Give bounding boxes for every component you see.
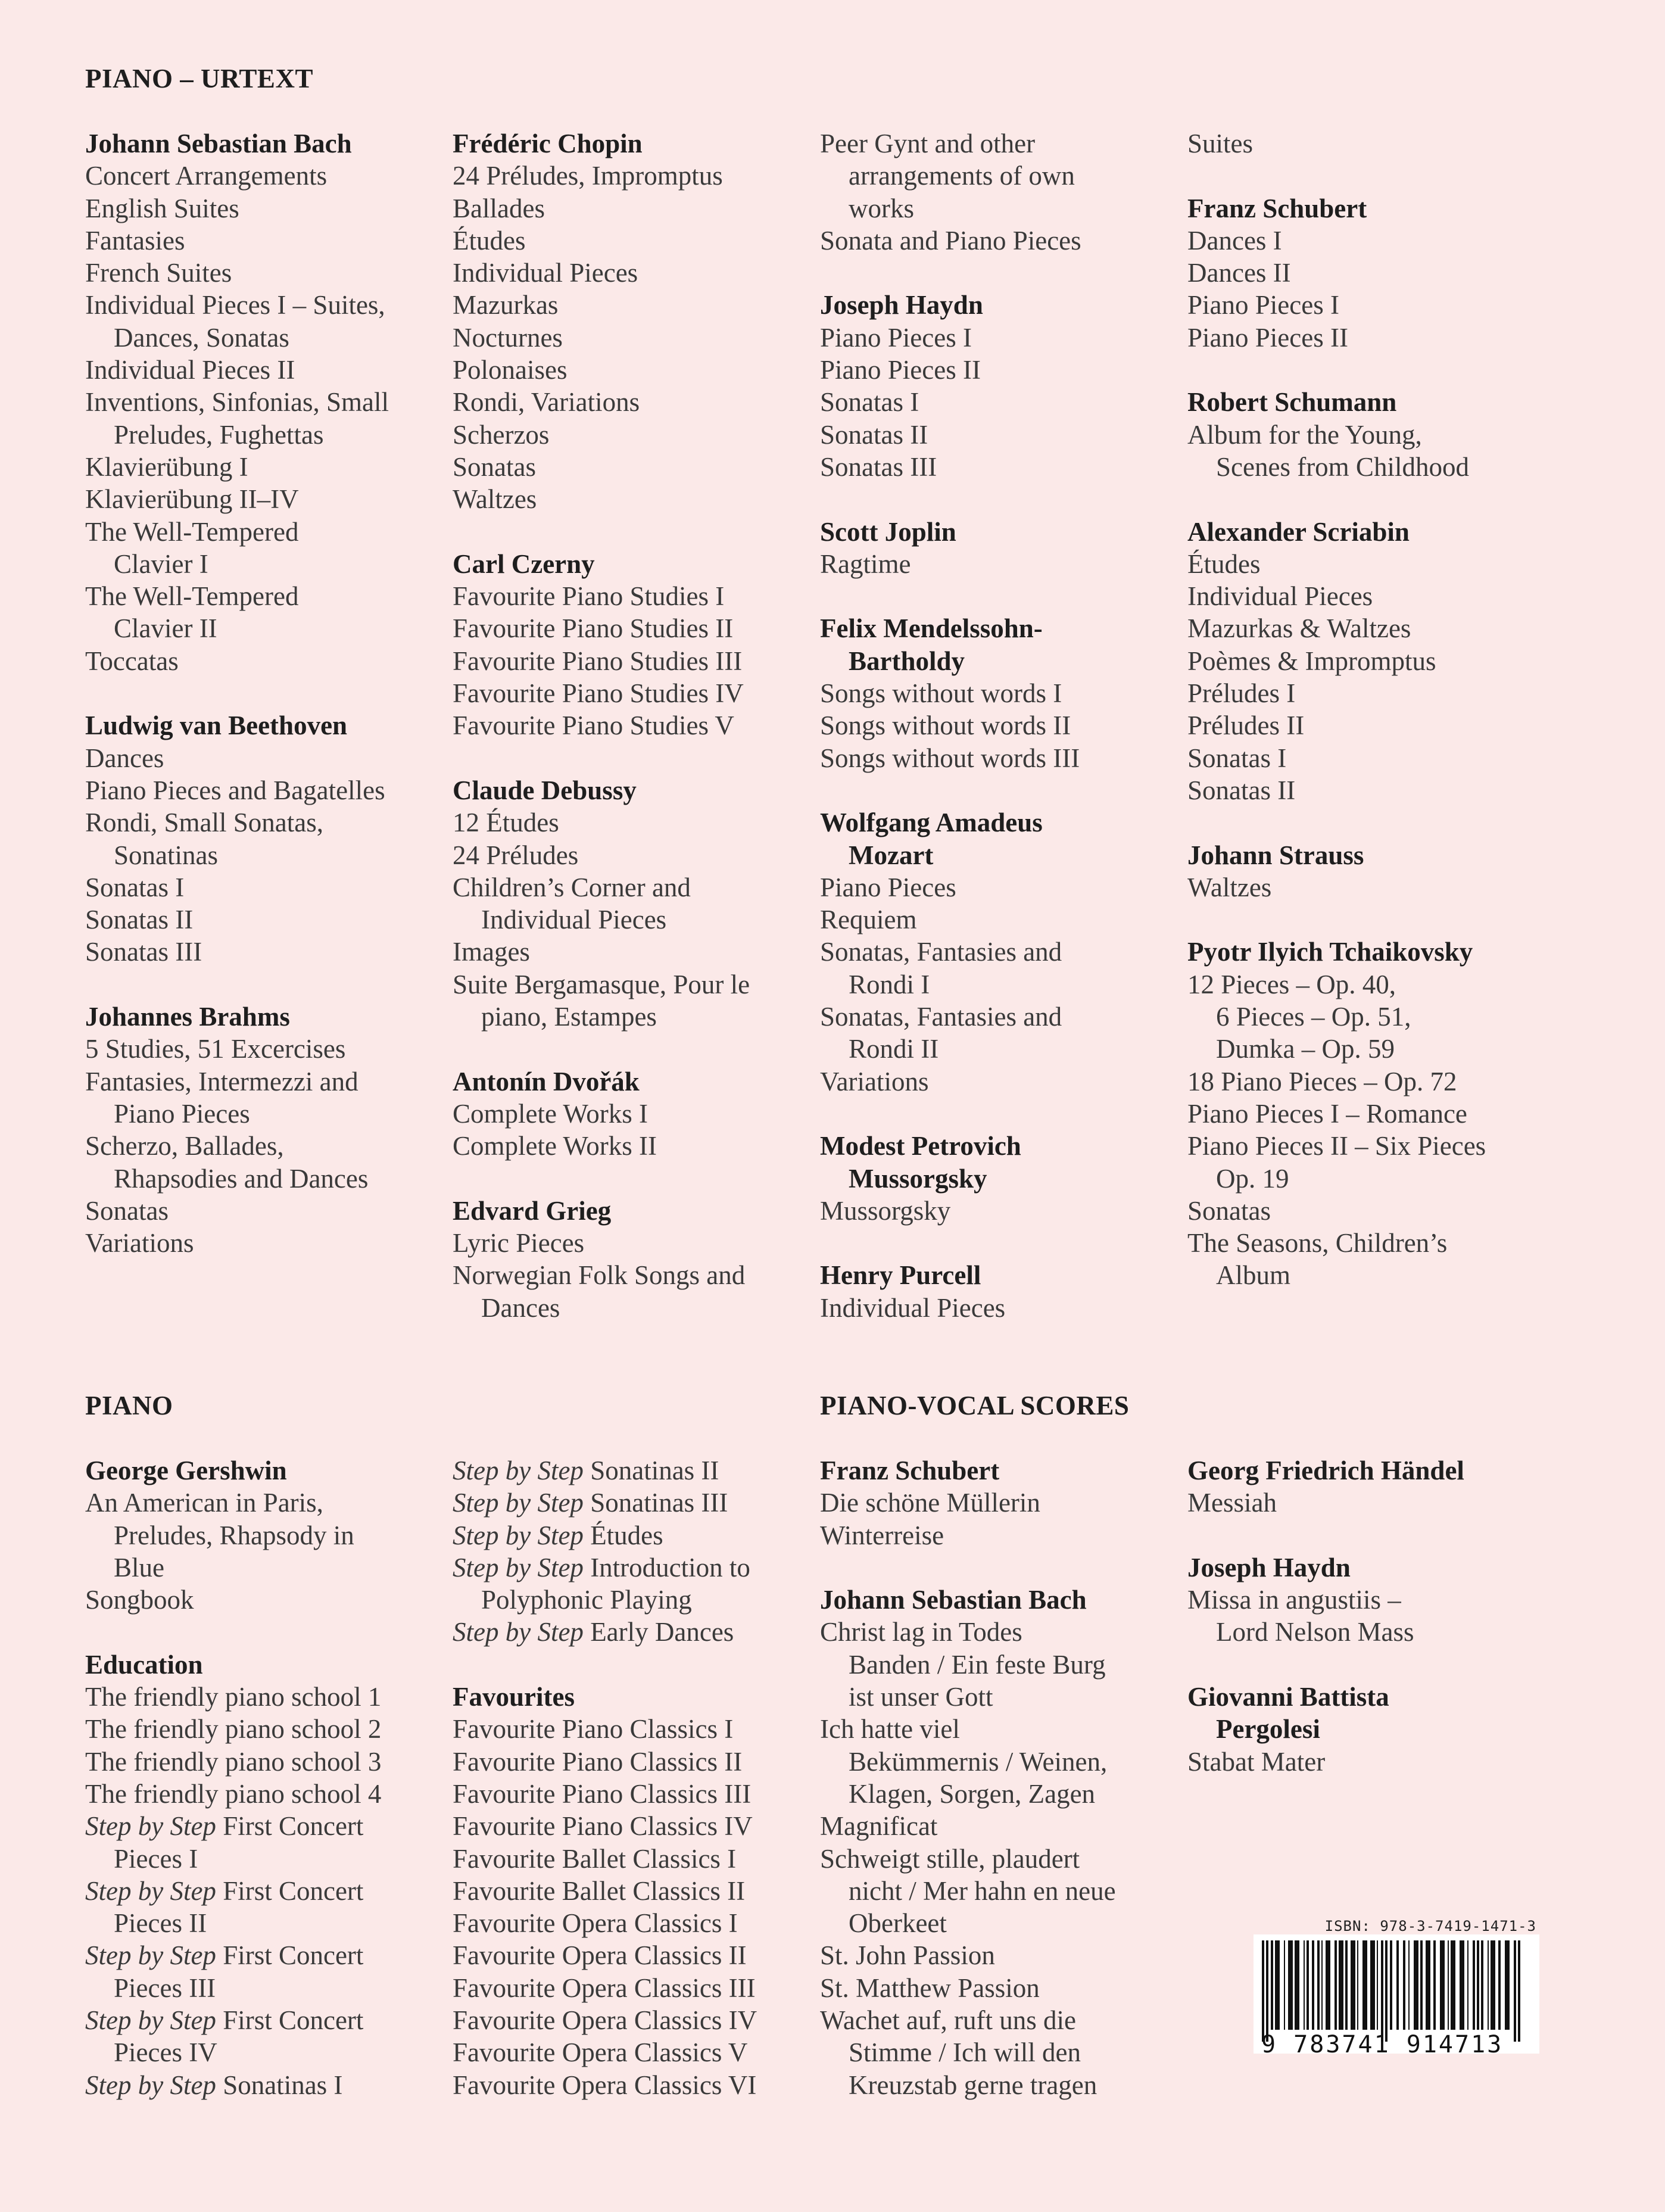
barcode-bar (1403, 1940, 1405, 2030)
catalogue-entry: Complete Works II (453, 1131, 657, 1161)
barcode-bar (1467, 1940, 1468, 2030)
composer-name: Modest Petrovich Mussorgsky (820, 1131, 1021, 1194)
catalogue-group (453, 1195, 810, 1324)
catalogue-entry: Favourite Ballet Classics I (453, 1843, 737, 1874)
barcode-bar (1498, 1940, 1501, 2030)
catalogue-group (1187, 516, 1545, 807)
barcode-bar (1377, 1940, 1378, 2030)
composer-name: Joseph Haydn (820, 290, 983, 320)
composer-name: Ludwig van Beethoven (85, 711, 348, 741)
catalogue-entry: Dances I (1187, 225, 1282, 256)
catalogue-entry: Fantasies, Intermezzi and Piano Pieces (85, 1066, 358, 1129)
catalogue-entry: Individual Pieces II (85, 355, 295, 385)
composer-name: Edvard Grieg (453, 1195, 612, 1226)
barcode-bar (1505, 1940, 1510, 2030)
catalogue-entry: Dances II (1187, 258, 1291, 288)
catalogue-entry: Complete Works I (453, 1098, 648, 1129)
catalogue-group (453, 548, 810, 742)
catalogue-entry: Messiah (1187, 1488, 1277, 1518)
catalogue-group (453, 774, 810, 1033)
barcode-bar (1390, 1940, 1392, 2030)
catalogue-entry: Norwegian Folk Songs and Dances (453, 1260, 746, 1323)
catalogue-entry: English Suites (85, 193, 239, 223)
composer-name: Favourites (453, 1682, 575, 1712)
catalogue-entry: Step by Step First Concert Pieces IV (85, 2005, 364, 2068)
catalogue-group (1187, 1454, 1545, 1519)
catalogue-entry: Songbook (85, 1585, 194, 1615)
composer-name: Frédéric Chopin (453, 129, 643, 158)
catalogue-entry: Favourite Opera Classics VI (453, 2070, 757, 2100)
composer-name: Giovanni Battista Pergolesi (1187, 1682, 1389, 1744)
catalogue-entry: Études (1187, 549, 1261, 579)
catalogue-group (820, 806, 1177, 1098)
barcode-bar (1266, 1940, 1268, 2042)
catalogue-entry: The Well-Tempered Clavier II (85, 581, 299, 644)
catalogue-entry: Scherzo, Ballades, Rhapsodies and Dances (85, 1131, 369, 1194)
barcode-bar (1312, 1940, 1314, 2030)
composer-name: Joseph Haydn (1187, 1552, 1351, 1582)
composer-name: Johann Sebastian Bach (85, 129, 352, 158)
catalogue-entry: 12 Études (453, 808, 559, 838)
barcode-bar (1262, 1940, 1264, 2042)
catalogue-entry: Ballades (453, 193, 545, 223)
catalogue-entry: Favourite Piano Studies III (453, 646, 743, 676)
catalogue-entry: Sonatas I (820, 387, 919, 418)
barcode-bar (1288, 1940, 1293, 2030)
composer-name: Education (85, 1649, 203, 1680)
barcode-bar (1284, 1940, 1285, 2030)
catalogue-group (1187, 192, 1545, 354)
catalogue-entry: Piano Pieces II – Six Pieces Op. 19 (1187, 1131, 1486, 1194)
barcode-bar (1321, 1940, 1323, 2030)
isbn-label: ISBN: 978-3-7419-1471-3 (1324, 1918, 1536, 1934)
catalogue-entry: Sonatas III (820, 451, 937, 482)
catalogue-entry: 24 Préludes, Impromptus (453, 161, 723, 191)
catalogue-entry: Ich hatte viel Bekümmernis / Weinen, Klagen, Sorgen, Zagen (820, 1714, 1108, 1809)
catalogue-entry: French Suites (85, 258, 232, 288)
catalogue-entry: Scherzos (453, 419, 550, 450)
catalogue-group (85, 127, 442, 677)
catalogue-entry: Christ lag in Todes Banden / Ein feste Burg ist unser Gott (820, 1617, 1106, 1712)
composer-name: Pyotr Ilyich Tchaikovsky (1187, 937, 1473, 967)
catalogue-entry: Step by Step Introduction to Polyphonic Playing (453, 1552, 750, 1615)
catalogue-entry: Favourite Piano Classics III (453, 1778, 752, 1809)
barcode-bar (1440, 1940, 1445, 2030)
catalogue-entry: Individual Pieces I – Suites, Dances, Sonatas (85, 290, 385, 353)
catalogue-entry: Sonatas, Fantasies and Rondi II (820, 1002, 1062, 1064)
catalogue-entry: Wachet auf, ruft uns die Stimme / Ich will den Kreuzstab gerne tragen (820, 2005, 1097, 2100)
catalogue-entry: Favourite Ballet Classics II (453, 1875, 746, 1906)
composer-name: Georg Friedrich Händel (1187, 1456, 1464, 1485)
catalogue-entry: St. Matthew Passion (820, 1973, 1040, 2003)
barcode-bar (1481, 1940, 1483, 2030)
barcode-bar (1385, 1940, 1388, 2042)
catalogue-group (85, 1001, 442, 1259)
urtext-column-2 (453, 127, 810, 1324)
catalogue-entry: Variations (820, 1066, 929, 1096)
barcode-bar (1414, 1940, 1418, 2030)
catalogue-entry: The Well-Tempered Clavier I (85, 516, 299, 579)
catalogue-entry: Missa in angustiis – Lord Nelson Mass (1187, 1585, 1414, 1647)
barcode-bar (1307, 1940, 1309, 2030)
catalogue-entry: St. John Passion (820, 1940, 995, 1971)
catalogue-entry: Mazurkas (453, 290, 559, 320)
catalogue-group (820, 1259, 1177, 1324)
catalogue-entry: Die schöne Müllerin (820, 1488, 1040, 1518)
catalogue-entry: Favourite Piano Studies II (453, 613, 734, 644)
catalogue-entry: Step by Step Sonatinas II (453, 1456, 719, 1485)
catalogue-entry: Sonatas, Fantasies and Rondi I (820, 937, 1062, 999)
catalogue-entry: Piano Pieces I (1187, 290, 1339, 320)
composer-name: Henry Purcell (820, 1260, 981, 1291)
catalogue-entry: Sonatas I (1187, 743, 1287, 773)
catalogue-entry: Études (453, 225, 526, 256)
composer-name: Johann Sebastian Bach (820, 1585, 1087, 1615)
barcode-digits: 9 783741 914713 (1261, 2031, 1504, 2058)
catalogue-entry: Sonatas II (820, 419, 928, 450)
barcode-bar (1357, 1940, 1358, 2030)
barcode-bar (1351, 1940, 1355, 2030)
composer-name: Scott Joplin (820, 516, 956, 547)
catalogue-entry: Album for the Young, Scenes from Childhood (1187, 419, 1469, 482)
composer-name: Johann Strauss (1187, 840, 1364, 870)
barcode-bar (1473, 1940, 1475, 2030)
catalogue-entry: Mussorgsky (820, 1195, 951, 1226)
composer-name: Claude Debussy (453, 775, 637, 805)
catalogue-entry: Step by Step Études (453, 1520, 663, 1550)
catalogue-entry: 24 Préludes (453, 840, 579, 870)
barcode-bar (1448, 1940, 1449, 2030)
catalogue-entry: Waltzes (1187, 872, 1272, 902)
barcode-bar (1426, 1940, 1430, 2030)
catalogue-group (1187, 839, 1545, 904)
barcode-bar (1345, 1940, 1348, 2030)
catalogue-entry: Individual Pieces (453, 258, 638, 288)
catalogue-entry: Favourite Piano Classics I (453, 1714, 734, 1744)
catalogue-entry: The friendly piano school 3 (85, 1746, 382, 1777)
catalogue-group (85, 1649, 442, 2101)
catalogue-entry: Step by Step Early Dances (453, 1617, 734, 1647)
catalogue-entry: 5 Studies, 51 Excercises (85, 1034, 346, 1064)
catalogue-entry: Sonata and Piano Pieces (820, 225, 1081, 256)
catalogue-entry: Sonatas I (85, 872, 185, 902)
barcode-bar (1433, 1940, 1436, 2030)
catalogue-group (1187, 127, 1545, 160)
section-title-piano: PIANO (85, 1391, 173, 1420)
catalogue-entry: Step by Step First Concert Pieces II (85, 1875, 364, 1939)
catalogue-entry: Sonatas II (85, 905, 194, 935)
composer-name: Robert Schumann (1187, 387, 1397, 418)
catalogue-entry: Piano Pieces (820, 872, 956, 902)
catalogue-entry: 12 Pieces – Op. 40, 6 Pieces – Op. 51, Dumka – Op. 59 (1187, 969, 1411, 1064)
catalogue-entry: Rondi, Variations (453, 387, 640, 418)
piano-column-1 (85, 1454, 442, 2101)
catalogue-entry: Sonatas II (1187, 775, 1296, 805)
catalogue-entry: Individual Pieces (1187, 581, 1373, 612)
composer-name: George Gershwin (85, 1456, 287, 1485)
catalogue-entry: Step by Step Sonatinas I (85, 2070, 343, 2100)
catalogue-entry: Suite Bergamasque, Pour le piano, Estampes (453, 969, 750, 1032)
barcode-bar (1488, 1940, 1489, 2030)
catalogue-entry: Songs without words II (820, 711, 1071, 741)
catalogue-entry: Favourite Piano Classics II (453, 1746, 743, 1777)
catalogue-entry: Toccatas (85, 646, 179, 676)
barcode-bar (1420, 1940, 1423, 2030)
catalogue-entry: Poèmes & Impromptus (1187, 646, 1436, 676)
catalogue-entry: Favourite Piano Studies V (453, 711, 734, 741)
urtext-column-4 (1187, 127, 1545, 1292)
barcode-bar (1304, 1940, 1305, 2030)
barcode-bar (1408, 1940, 1410, 2030)
catalogue-group (1187, 386, 1545, 483)
catalogue-entry: Children’s Corner and Individual Pieces (453, 872, 691, 935)
catalogue-entry: Step by Step First Concert Pieces III (85, 1940, 364, 2003)
catalogue-entry: Magnificat (820, 1811, 938, 1842)
catalogue-entry: Lyric Pieces (453, 1228, 585, 1258)
catalogue-entry: Concert Arrangements (85, 161, 328, 191)
composer-name: Felix Mendelssohn- Bartholdy (820, 613, 1043, 676)
barcode-bar (1295, 1940, 1299, 2030)
catalogue-entry: Piano Pieces II (820, 355, 981, 385)
barcode-bar (1518, 1940, 1520, 2042)
composer-name: Franz Schubert (820, 1456, 1000, 1485)
catalogue-group (820, 516, 1177, 581)
catalogue-entry: The Seasons, Children’s Album (1187, 1228, 1448, 1291)
catalogue-entry: Winterreise (820, 1520, 944, 1550)
catalogue-group (820, 289, 1177, 483)
composer-name: Wolfgang Amadeus Mozart (820, 808, 1043, 870)
barcode-bar (1381, 1940, 1383, 2042)
catalogue-group (820, 1130, 1177, 1227)
catalogue-entry: The friendly piano school 2 (85, 1714, 382, 1744)
catalogue-entry: The friendly piano school 4 (85, 1778, 382, 1809)
catalogue-entry: Songs without words III (820, 743, 1080, 773)
catalogue-entry: Préludes II (1187, 711, 1305, 741)
catalogue-entry: Images (453, 937, 530, 967)
barcode-bar (1362, 1940, 1367, 2030)
catalogue-entry: Favourite Opera Classics IV (453, 2005, 757, 2036)
catalogue-entry: Mazurkas & Waltzes (1187, 613, 1411, 644)
catalogue-entry: Favourite Opera Classics I (453, 1908, 738, 1939)
composer-name: Johannes Brahms (85, 1002, 290, 1032)
catalogue-entry: Songs without words I (820, 678, 1062, 709)
catalogue-entry: Rondi, Small Sonatas, Sonatinas (85, 808, 324, 870)
catalogue-entry: Inventions, Sinfonias, Small Preludes, Fughettas (85, 387, 389, 450)
barcode-bar (1317, 1940, 1320, 2030)
catalogue-entry: 18 Piano Pieces – Op. 72 (1187, 1066, 1457, 1096)
catalogue-group (453, 127, 810, 516)
catalogue-group (453, 1454, 810, 1649)
catalogue-entry: Piano Pieces I (820, 322, 972, 353)
catalogue-entry: Favourite Piano Studies IV (453, 678, 744, 709)
piano-column-2 (453, 1454, 810, 2101)
catalogue-entry: Piano Pieces II (1187, 322, 1348, 353)
catalogue-group (453, 1066, 810, 1163)
catalogue-group (1187, 1681, 1545, 1778)
barcode-bar (1275, 1940, 1280, 2030)
section-title-piano-urtext: PIANO – URTEXT (85, 64, 313, 94)
catalogue-entry: Stabat Mater (1187, 1746, 1326, 1777)
catalogue-entry: Sonatas (1187, 1195, 1271, 1226)
catalogue-entry: Variations (85, 1228, 194, 1258)
catalogue-entry: Polonaises (453, 355, 568, 385)
catalogue-entry: Piano Pieces and Bagatelles (85, 775, 385, 805)
catalogue-entry: Sonatas III (85, 937, 202, 967)
composer-name: Carl Czerny (453, 549, 595, 579)
catalogue-group (85, 1454, 442, 1616)
vocal-column-1 (820, 1454, 1177, 2101)
catalogue-group (1187, 936, 1545, 1291)
urtext-column-3 (820, 127, 1177, 1324)
catalogue-entry: The friendly piano school 1 (85, 1682, 382, 1712)
catalogue-entry: Sonatas (85, 1195, 169, 1226)
catalogue-entry: Step by Step Sonatinas III (453, 1488, 728, 1518)
catalogue-group (820, 127, 1177, 257)
barcode-bar (1370, 1940, 1375, 2030)
catalogue-group (820, 612, 1177, 774)
catalogue-entry: An American in Paris, Preludes, Rhapsody in Blue (85, 1488, 354, 1582)
catalogue-entry: Favourite Opera Classics V (453, 2037, 748, 2068)
barcode-bar (1339, 1940, 1343, 2030)
composer-name: Alexander Scriabin (1187, 516, 1410, 547)
catalogue-entry: Préludes I (1187, 678, 1296, 709)
barcode-bar (1396, 1940, 1399, 2030)
catalogue-group (1187, 1551, 1545, 1649)
barcode-bar (1477, 1940, 1479, 2030)
catalogue-entry: Piano Pieces I – Romance (1187, 1098, 1467, 1129)
vocal-column-2 (1187, 1454, 1545, 1778)
composer-name: Antonín Dvořák (453, 1066, 640, 1096)
catalogue-entry: Klavierübung II–IV (85, 484, 299, 515)
catalogue-group (820, 1454, 1177, 1551)
catalogue-group (453, 1681, 810, 2101)
catalogue-entry: Waltzes (453, 484, 537, 515)
urtext-column-1 (85, 127, 442, 1259)
catalogue-entry: Favourite Piano Studies I (453, 581, 725, 612)
barcode-bar (1491, 1940, 1495, 2030)
barcode-bar (1460, 1940, 1464, 2030)
catalogue-entry: Nocturnes (453, 322, 563, 353)
catalogue-entry: Favourite Opera Classics III (453, 1973, 756, 2003)
catalogue-entry: Suites (1187, 129, 1254, 158)
catalogue-entry: Requiem (820, 905, 917, 935)
barcode-bar (1451, 1940, 1455, 2030)
catalogue-entry: Dances (85, 743, 164, 773)
catalogue-entry: Klavierübung I (85, 451, 248, 482)
catalogue-entry: Fantasies (85, 225, 185, 256)
catalogue-entry: Individual Pieces (820, 1292, 1006, 1323)
catalogue-entry: Schweigt stille, plaudert nicht / Mer hahn en neue Oberkeet (820, 1843, 1116, 1939)
composer-name: Franz Schubert (1187, 193, 1367, 223)
catalogue-entry: Step by Step First Concert Pieces I (85, 1811, 364, 1874)
catalogue-group (820, 1584, 1177, 2101)
catalogue-entry: Favourite Opera Classics II (453, 1940, 747, 1971)
barcode-bar (1335, 1940, 1337, 2030)
catalogue-group (85, 709, 442, 968)
catalogue-entry: Sonatas (453, 451, 536, 482)
catalogue-entry: Peer Gynt and other arrangements of own works (820, 129, 1075, 223)
section-title-piano-vocal-scores: PIANO-VOCAL SCORES (820, 1391, 1130, 1420)
barcode-bar (1514, 1940, 1516, 2042)
catalogue-entry: Favourite Piano Classics IV (453, 1811, 753, 1842)
barcode-bar (1271, 1940, 1273, 2030)
catalogue-entry: Ragtime (820, 549, 911, 579)
barcode-bar (1326, 1940, 1330, 2030)
